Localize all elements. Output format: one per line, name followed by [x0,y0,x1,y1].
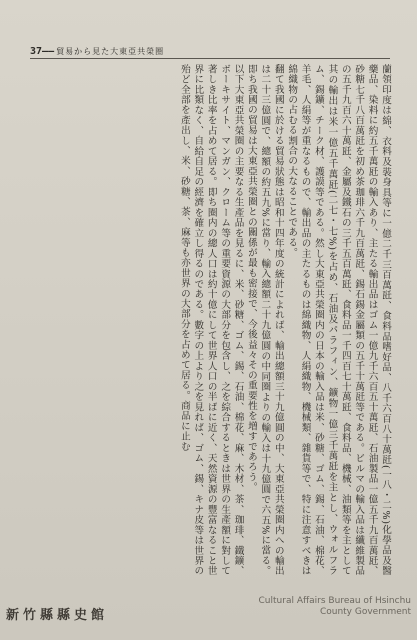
running-title: 貿易から見た大東亞共榮圈 [56,47,165,56]
header-dash: —— [42,46,55,57]
paragraph: 蘭領印度は綿、衣料及裝身具等に一億二千三百萬瓩、食料品嗜好品、八千六百八十萬瓩(一八・二%)化學品及醫藥品、染料に約五千萬瓩の輸入あり、主たる輸出品はゴム一億九千六百五十萬瓩、石油製品一億五千九百萬瓩、砂糖七千八百萬瓩を初め茶珈琲六千九百萬瓩、錫石錫金屬類の五千十萬瓩等である。ビルマの輸入品は纖維製品の五千九百六十萬瓩、金屬及鐵石の三千五百萬瓩、食料品一千四百七十萬瓩、食料品、機械、油類等を主として其の輸出は米一億五千萬瓩(二七・七%)を占め、石油及パラフィン、鑛物一億三千萬瓩を主とし、ウォルフラム、錫鑛、チーク材、護謨等である。然し大東亞共榮圈内の日本の輸入品は米、砂糖、ゴム、錫、石油、棉花、羊毛、人絹等が重なるもので、輸出品の主たるものは綿織物、人絹織物、機械類、雜貨等で、特に注意すべきは綿織物の占むる割合の大なることである。 [286,64,391,576]
archive-watermark [259,596,411,618]
watermark-line: Cultural Affairs Bureau of Hsinchu [258,596,411,606]
page-number: 37 [30,46,43,57]
archive-logo: 新竹縣縣史館 [6,608,109,623]
watermark-line: County Government [319,607,411,617]
body-text [30,64,392,576]
paragraph: 以下大東亞共榮圈の主要なる生產品を見るに、米、砂糖、ゴム、錫、石油、棉花、麻、木材、茶、珈琲、鐵鑛、ボーキサイト、マンガン、クローム等の重要資源の大部分を包含し、之を綜合するときは世界の生產額に對して著しき比率を占めて居る。即ち圈内の總人口は約十億にして世界人口の半ばに近く、天然資源の豐富なること世界に比類なく、自給自足の經濟を確立し得るのである。數字の上より之を見れば、ゴム、錫、キナ皮等は世界の殆ど全部を產出し、米、砂糖、茶、麻等も亦世界の大部分を占めて居る。商品に止む [178,64,244,576]
paragraph: 翻て我國に於ける貿易狀態は昭和十四年度の統計によれば、輸出總額三十九億圓の中、大東亞共榮圈内への輸出は二十三億圓で、總額の約五九%に當り、輸入總額二十九億圓の中同圈よりの輸入は十九億圓で六五%に當る。即ち我國の貿易は大東亞共榮圈との關係が最も密接で、今後益々その重要性を増すであろう。 [245,64,284,576]
page-header [30,44,390,59]
